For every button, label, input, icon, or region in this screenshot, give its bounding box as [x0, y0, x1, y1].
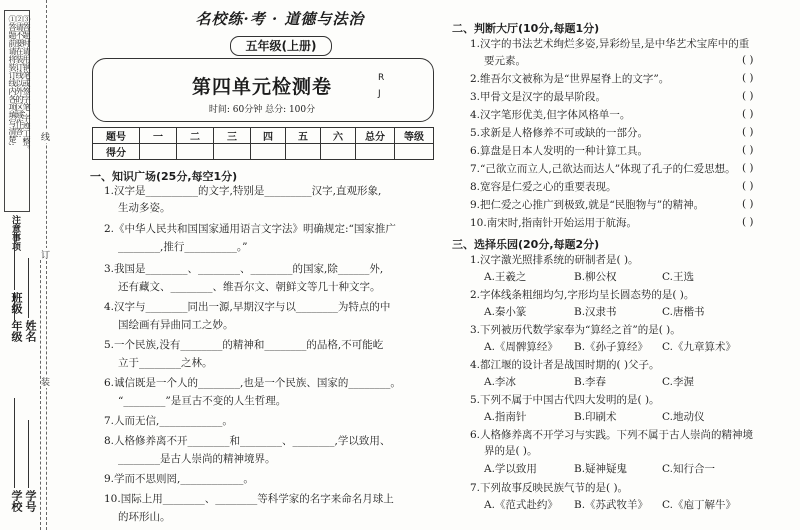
- judge-answer-6[interactable]: ( ): [742, 144, 754, 156]
- choice-q5-option-b[interactable]: B.印刷术: [574, 411, 617, 423]
- q5-line-cont: 立于________之林。: [118, 357, 213, 369]
- choice-q7-stem: 7.下列故事反映民族气节的是( )。: [470, 482, 629, 494]
- choice-q1-option-a[interactable]: A.王羲之: [484, 271, 527, 283]
- q6-line-cont: “________”是亘古不变的人生哲理。: [118, 395, 287, 407]
- choice-q2-stem: 2.字体线条粗细均匀,字形均呈长圆态势的是( )。: [470, 289, 695, 301]
- field-name-line[interactable]: [28, 258, 29, 318]
- judge-item-2: 2.维吾尔文被称为是“世界屋脊上的文字”。: [470, 73, 670, 85]
- judge-item-4: 4.汉字笔形优美,但字体风格单一。: [470, 109, 631, 121]
- q4-line: 4.汉字与________同出一源,早期汉字与以________为特点的中: [104, 301, 391, 313]
- field-id-label: 学号: [24, 490, 37, 512]
- q2-line-cont: ________,推行__________。”: [118, 241, 248, 253]
- field-school-line[interactable]: [14, 398, 15, 488]
- grade-badge: 五年级(上册): [230, 36, 332, 56]
- q9-line: 9.学而不思则罔,____________。: [104, 473, 254, 485]
- score-header-cell: 二: [177, 128, 214, 144]
- judge-answer-4[interactable]: ( ): [742, 108, 754, 120]
- page-title: 第四单元检测卷: [191, 76, 332, 98]
- notice-line-2: ②请不要在装订线以外的区域作答;: [15, 15, 24, 138]
- notice-box: [4, 10, 30, 212]
- judge-answer-8[interactable]: ( ): [742, 180, 754, 192]
- seal-line-char: 线: [41, 130, 50, 143]
- choice-q3-option-b[interactable]: B.《孙子算经》: [574, 341, 649, 353]
- choice-q6-option-c[interactable]: C.知行合一: [662, 463, 715, 475]
- judge-item-7: 7.“己欲立而立人,己欲达而达人”体现了孔子的仁爱思想。: [470, 163, 736, 175]
- score-cell[interactable]: [140, 144, 177, 160]
- notice-line-1: ①答题前请将装订线内各项填写清楚;: [8, 15, 17, 146]
- seal-ding-char: 订: [41, 248, 50, 261]
- score-header-cell: 总分: [356, 128, 395, 144]
- score-header-cell: 六: [321, 128, 356, 144]
- brand-title: 名校练·考 · 道德与法治: [195, 10, 365, 28]
- choice-q7-option-a[interactable]: A.《范式赴约》: [484, 499, 558, 511]
- choice-q2-option-c[interactable]: C.唐楷书: [662, 306, 705, 318]
- q8-line: 8.人格修养离不开________和________、________,学以致用、: [104, 435, 391, 447]
- judge-answer-3[interactable]: ( ): [742, 90, 754, 102]
- choice-q2-option-b[interactable]: B.汉隶书: [574, 306, 617, 318]
- field-id-line[interactable]: [28, 420, 29, 488]
- q2-line: 2.《中华人民共和国国家通用语言文字法》明确规定:“国家推广: [104, 223, 396, 235]
- judge-item-6: 6.算盘是日本人发明的一种计算工具。: [470, 145, 649, 157]
- judge-answer-9[interactable]: ( ): [742, 198, 754, 210]
- choice-q5-option-c[interactable]: C.地动仪: [662, 411, 705, 423]
- judge-answer-1[interactable]: ( ): [742, 54, 754, 66]
- exam-meta: 时间: 60分钟 总分: 100分: [208, 105, 316, 115]
- score-cell[interactable]: [177, 144, 214, 160]
- logo-j: J: [378, 89, 381, 99]
- choice-q4-option-c[interactable]: C.李渥: [662, 376, 694, 388]
- q10-line: 10.国际上用________、________等科学家的名字来命名月球上: [104, 493, 394, 505]
- judge-item-10: 10.南宋时,指南针开始运用于航海。: [470, 217, 638, 229]
- choice-q3-option-c[interactable]: C.《九章算术》: [662, 341, 736, 353]
- choice-q7-option-b[interactable]: B.《苏武牧羊》: [574, 499, 649, 511]
- section-1-title: 一、知识广场(25分,每空1分): [90, 170, 238, 183]
- choice-q4-option-a[interactable]: A.李冰: [484, 376, 516, 388]
- section-3-title: 三、选择乐园(20分,每题2分): [452, 238, 600, 251]
- q6-line: 6.诚信既是一个人的________,也是一个民族、国家的________。: [104, 377, 401, 389]
- choice-q4-option-b[interactable]: B.李春: [574, 376, 607, 388]
- judge-answer-7[interactable]: ( ): [742, 162, 754, 174]
- judge-item-1-cont: 要元素。: [484, 55, 526, 67]
- score-header-cell: 四: [251, 128, 286, 144]
- q10-line-cont: 的环形山。: [118, 511, 171, 523]
- seal-zhuang-char: 装: [41, 375, 50, 388]
- judge-item-9: 9.把仁爱之心推广到极致,就是“民胞物与”的精神。: [470, 199, 705, 211]
- choice-q6-stem-cont: 界的是( )。: [484, 445, 538, 457]
- score-header-cell: 五: [286, 128, 321, 144]
- choice-q3-option-a[interactable]: A.《周髀算经》: [484, 341, 558, 353]
- q7-line: 7.人而无信,____________。: [104, 415, 233, 427]
- score-cell[interactable]: [251, 144, 286, 160]
- binding-dashed-line-2: [40, 260, 41, 530]
- field-class-line[interactable]: [14, 232, 15, 290]
- score-cell[interactable]: [395, 144, 434, 160]
- choice-q3-stem: 3.下列被历代数学家奉为“算经之首”的是( )。: [470, 324, 681, 336]
- choice-q1-stem: 1.汉字激光照排系统的研制者是( )。: [470, 254, 639, 266]
- choice-q2-option-a[interactable]: A.秦小篆: [484, 306, 527, 318]
- score-table: [92, 127, 434, 160]
- notice-label: 注意事项: [10, 215, 20, 251]
- score-header-row: [93, 128, 434, 144]
- score-cell[interactable]: [286, 144, 321, 160]
- score-row: [93, 144, 434, 160]
- score-row-label: 得分: [93, 144, 140, 160]
- score-header-cell: 题号: [93, 128, 140, 144]
- score-header-cell: 三: [214, 128, 251, 144]
- choice-q6-option-b[interactable]: B.疑神疑鬼: [574, 463, 628, 475]
- score-cell[interactable]: [321, 144, 356, 160]
- q8-line-cont: ________是古人崇尚的精神境界。: [118, 453, 276, 465]
- choice-q5-option-a[interactable]: A.指南针: [484, 411, 527, 423]
- judge-item-5: 5.求新是人格修养不可或缺的一部分。: [470, 127, 649, 139]
- score-header-cell: 一: [140, 128, 177, 144]
- q3-line-cont: 还有藏文、________、维吾尔文、朝鲜文等几十种文字。: [118, 281, 381, 293]
- publisher-logo: [378, 70, 384, 102]
- logo-r: R: [378, 73, 385, 83]
- judge-answer-2[interactable]: ( ): [742, 72, 754, 84]
- judge-item-8: 8.宽容是仁爱之心的重要表现。: [470, 181, 617, 193]
- field-class-label: 班级: [10, 292, 23, 314]
- score-cell[interactable]: [356, 144, 395, 160]
- field-school-label: 学校: [10, 490, 23, 512]
- choice-q4-stem: 4.都江堰的设计者是战国时期的( )父子。: [470, 359, 660, 371]
- choice-q6-option-a[interactable]: A.学以致用: [484, 463, 537, 475]
- choice-q7-option-c[interactable]: C.《庖丁解牛》: [662, 499, 736, 511]
- score-cell[interactable]: [214, 144, 251, 160]
- choice-q6-stem: 6.人格修养离不开学习与实践。下列不属于古人崇尚的精神境: [470, 429, 754, 441]
- field-name-label: 姓名: [24, 320, 37, 342]
- field-grade-label: 年级: [10, 320, 23, 342]
- judge-item-1: 1.汉字的书法艺术绚烂多姿,异彩纷呈,是中华艺术宝库中的重: [470, 38, 750, 50]
- notice-line-3: ③答题时请用钢笔或签字笔,字迹工整。: [22, 15, 31, 154]
- judge-item-3: 3.甲骨文是汉字的最早阶段。: [470, 91, 607, 103]
- choice-q1-option-c[interactable]: C.王选: [662, 271, 694, 283]
- q4-line-cont: 国绘画有异曲同工之妙。: [118, 319, 234, 331]
- judge-answer-10[interactable]: ( ): [742, 216, 754, 228]
- binding-strip: [0, 0, 60, 530]
- score-header-cell: 等级: [395, 128, 434, 144]
- binding-dashed-line: [46, 0, 47, 530]
- q5-line: 5.一个民族,没有________的精神和________的品格,不可能屹: [104, 339, 384, 351]
- choice-q1-option-b[interactable]: B.柳公权: [574, 271, 617, 283]
- q3-line: 3.我国是________、________、________的国家,除______外,: [104, 263, 384, 275]
- choice-q5-stem: 5.下列不属于中国古代四大发明的是( )。: [470, 394, 660, 406]
- judge-answer-5[interactable]: ( ): [742, 126, 754, 138]
- section-2-title: 二、判断大厅(10分,每题1分): [452, 22, 600, 35]
- q1-line: 1.汉字是__________的文字,特别是_________汉字,直观形象,: [104, 185, 382, 197]
- q1-line-cont: 生动多姿。: [118, 202, 171, 214]
